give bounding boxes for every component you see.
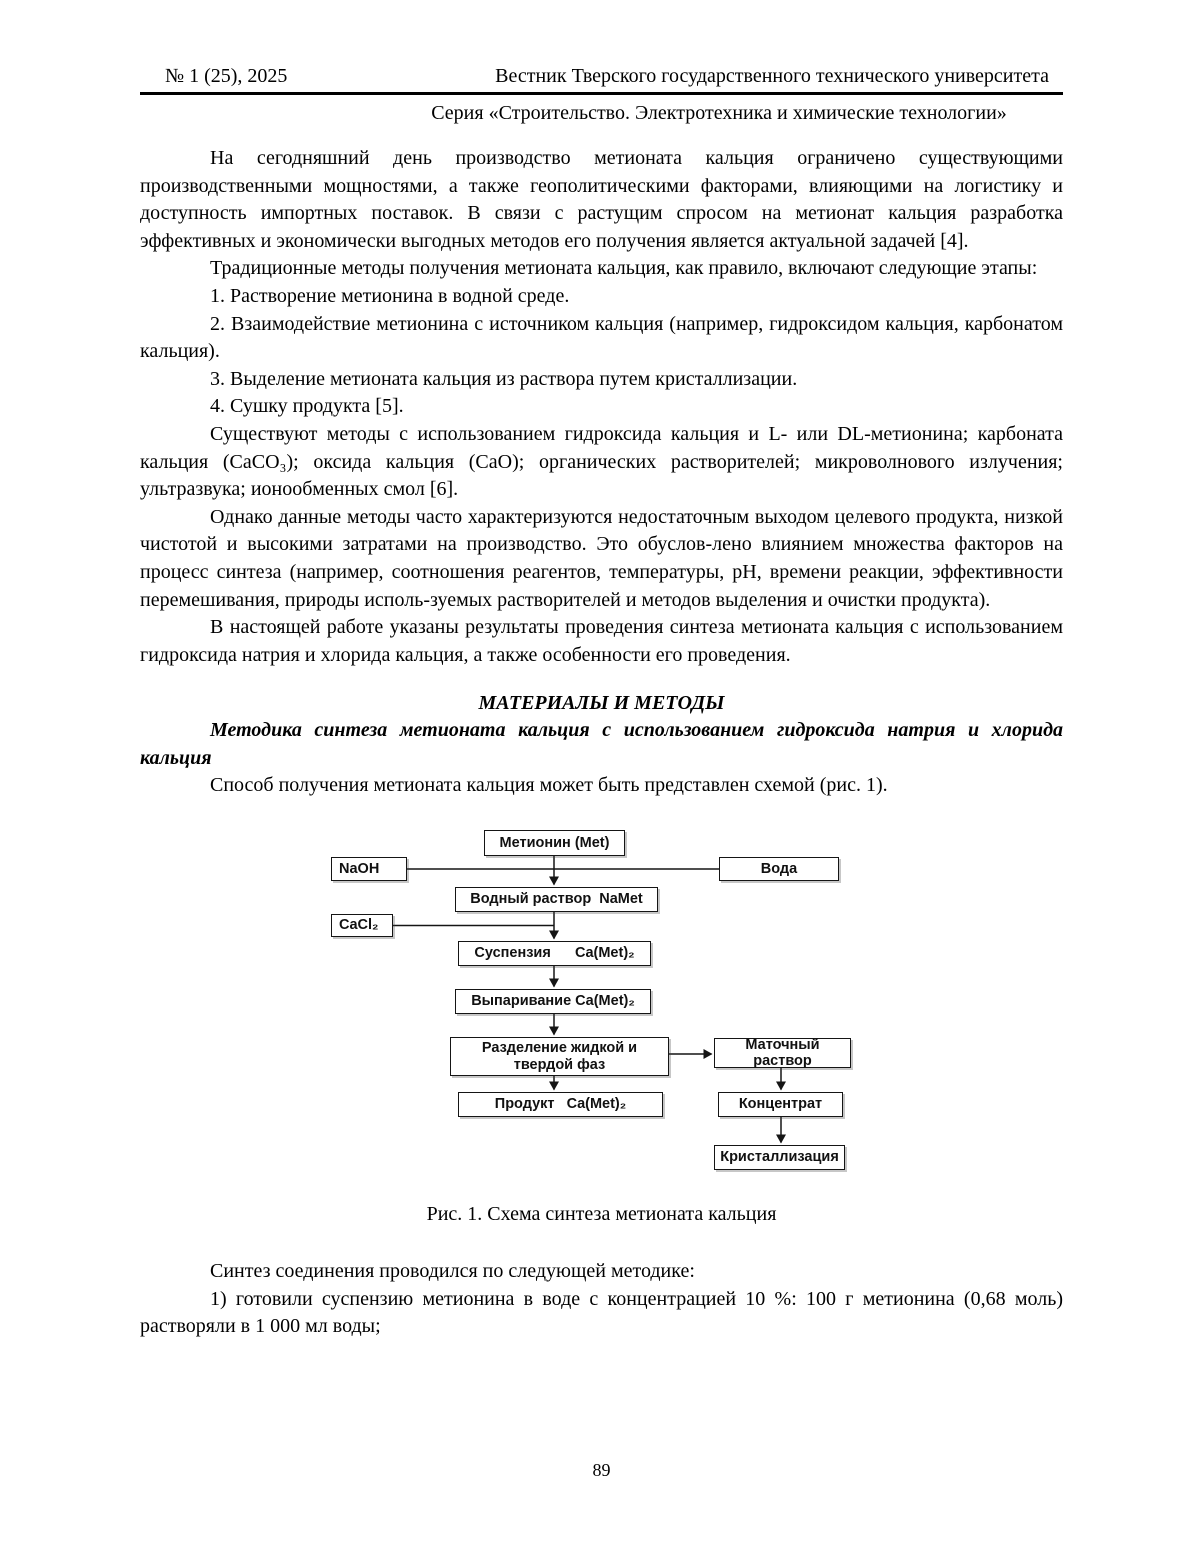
flow-box-naoh-label: NaOH — [339, 860, 380, 877]
flow-box-mother-liquor — [714, 1038, 851, 1068]
flow-box-water-label: Вода — [760, 860, 798, 877]
journal-header — [140, 62, 1063, 127]
flow-box-methionine-label: Метионин (Met) — [499, 834, 610, 851]
flow-box-aqueous-solution — [455, 887, 658, 912]
paragraph-method-intro: Способ получения метионата кальция может быть представлен схемой (рис. 1). — [210, 774, 888, 797]
issue-number: № 1 (25), 2025 — [165, 65, 288, 87]
flow-box-crystallization-label: Кристаллизация — [720, 1149, 839, 1166]
flow-box-aqueous-solution-label: Водный раствор NaMet — [470, 891, 643, 908]
paragraph-intro-2: Традиционные методы получения метионата кальция, как правило, включают следующие этапы: — [210, 257, 1038, 280]
header-row — [140, 62, 1063, 90]
paragraph-intro-1: На сегодняшний день производство метионата кальция ограничено существующими производственными мощностями, а также геополитическими факторами, влияющими на логистику и доступность импортных поставок. В связи с растущим спросом на метионат кальция разработка эффективных и экономически выгодных методов его получения является актуальной задачей [4]. — [140, 147, 1063, 252]
flow-box-cacl2 — [331, 914, 393, 937]
subsection-heading-method: Методика синтеза метионата кальция с использованием гидроксида натрия и хлорида кальция — [140, 719, 1063, 769]
flow-box-methionine — [484, 830, 625, 856]
paragraph-intro-4: Однако данные методы часто характеризуются недостаточным выходом целевого продукта, низкой чистотой и высокими затратами на производство. Это обуслов-лено влиянием множества факторов на процесс синтеза (например, соотношения реагентов, температуры, pH, времени реакции, эффективности перемешивания, природы исполь-зуемых растворителей и методов выделения и очистки продукта). — [140, 505, 1063, 611]
figure-1-caption: Рис. 1. Схема синтеза метионата кальция — [426, 1203, 777, 1226]
paragraph-procedure-step-1: 1) готовили суспензию метионина в воде с концентрацией 10 %: 100 г метионина (0,68 моль) растворяли в 1 000 мл воды; — [140, 1287, 1063, 1338]
journal-series: Серия «Строительство. Электротехника и химические технологии» — [431, 102, 1007, 124]
flow-box-separation — [450, 1037, 669, 1076]
list-item-3: 3. Выделение метионата кальция из раствора путем кристаллизации. — [210, 367, 798, 390]
flow-box-concentrate — [718, 1092, 843, 1117]
flow-box-product-label: Продукт Ca(Met)₂ — [494, 1096, 627, 1113]
flow-box-water — [719, 857, 839, 881]
flow-box-evaporation — [455, 989, 651, 1014]
journal-title: Вестник Тверского государственного технического университета — [495, 65, 1049, 87]
header-rule — [140, 92, 1063, 95]
flow-box-evaporation-label: Выпаривание Ca(Met)₂ — [471, 993, 635, 1010]
flow-box-crystallization — [714, 1145, 845, 1170]
paragraph-intro-5: В настоящей работе указаны результаты проведения синтеза метионата кальция с использованием гидроксида натрия и хлорида кальция, а также особенности его проведения. — [140, 616, 1063, 666]
paragraph-procedure-intro: Синтез соединения проводился по следующей методике: — [210, 1260, 695, 1283]
figure-1-flow-diagram — [140, 830, 1063, 1178]
flow-box-mother-liquor-label: Маточный раствор — [745, 1036, 820, 1070]
page-number: 89 — [592, 1460, 611, 1480]
list-item-2: 2. Взаимодействие метионина с источником кальция (например, гидроксидом кальция, карбонатом кальция). — [140, 312, 1063, 363]
paragraph-intro-3: Существуют методы с использованием гидроксида кальция и L- или DL-метионина; карбоната кальция (CaCO₃); оксида кальция (CaO); органических растворителей; микроволнового излучения; ультразвука; ионообменных смол [6]. — [140, 422, 1063, 501]
list-item-1: 1. Растворение метионина в водной среде. — [210, 284, 570, 307]
section-heading-materials-methods: МАТЕРИАЛЫ И МЕТОДЫ — [478, 692, 725, 715]
flow-box-cacl2-label: CaCl₂ — [339, 917, 379, 934]
list-item-4: 4. Сушку продукта [5]. — [210, 395, 404, 418]
flow-box-separation-label: Разделение жидкой и твердой фаз — [481, 1040, 638, 1073]
flow-box-product — [458, 1092, 663, 1117]
page-content — [140, 62, 1063, 1341]
flow-box-naoh — [331, 857, 407, 881]
flow-box-suspension — [458, 941, 651, 966]
flow-box-concentrate-label: Концентрат — [738, 1096, 823, 1113]
flow-box-suspension-label: Суспензия Ca(Met)₂ — [474, 945, 635, 962]
